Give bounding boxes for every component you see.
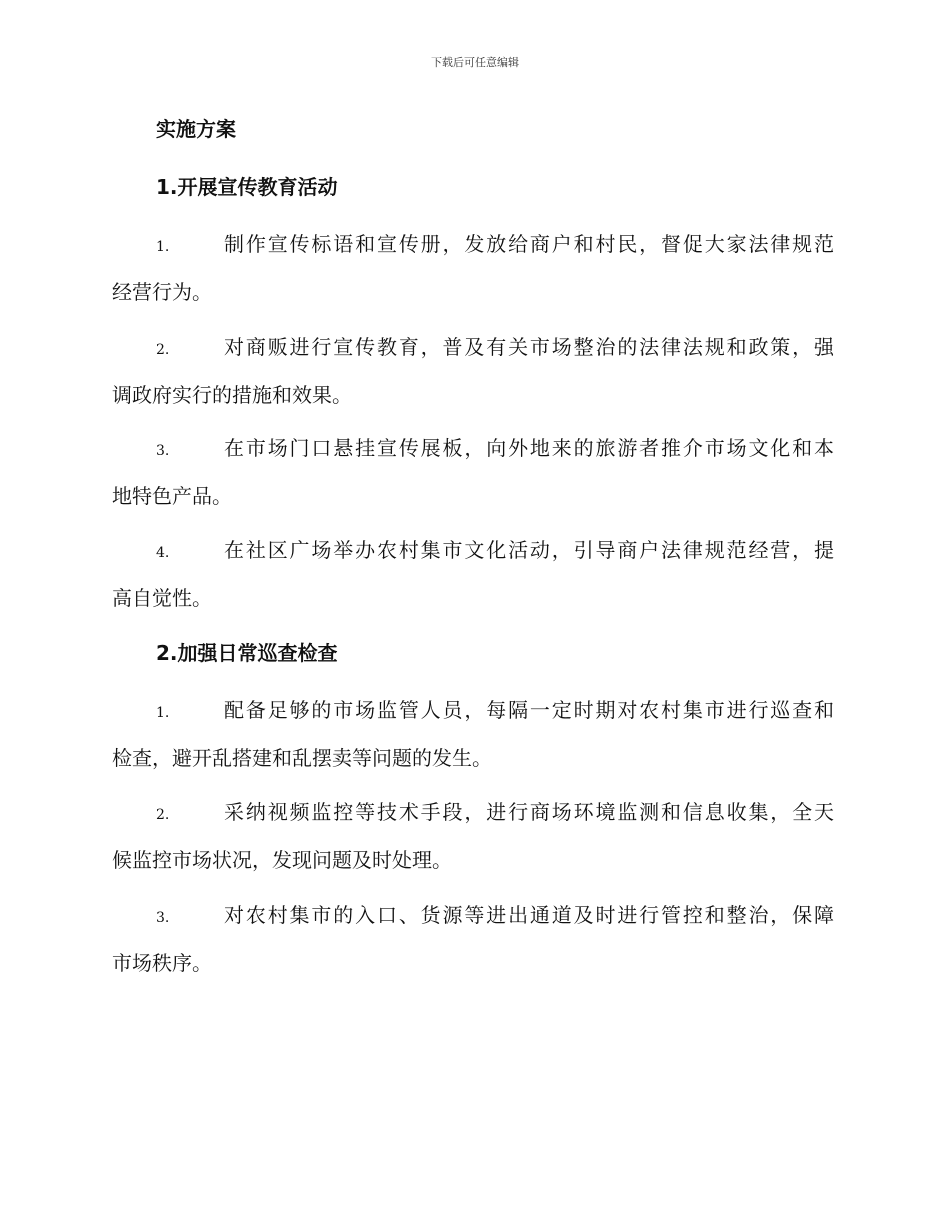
list-item xyxy=(112,325,834,418)
list-item xyxy=(112,426,834,519)
list-item-text-continued: 检查，避开乱搭建和乱摆卖等问题的发生。 xyxy=(112,746,492,770)
page-header-note: 下载后可任意编辑 xyxy=(431,56,519,69)
list-item-text-continued: 地特色产品。 xyxy=(112,484,232,508)
list-item-number: 1. xyxy=(156,705,170,721)
list-item-text-continued: 经营行为。 xyxy=(112,280,212,304)
list-item-text-continued: 市场秩序。 xyxy=(112,951,212,975)
list-item-text: 对商贩进行宣传教育，普及有关市场整治的法律法规和政策，强 xyxy=(224,335,834,359)
document-title: 实施方案 xyxy=(156,117,236,141)
list-item-number: 1. xyxy=(156,239,170,255)
section-heading-1: 1.开展宣传教育活动 xyxy=(156,175,338,199)
list-item-text: 在市场门口悬挂宣传展板，向外地来的旅游者推介市场文化和本 xyxy=(224,436,834,460)
list-item xyxy=(112,893,834,986)
section-heading-2: 2.加强日常巡查检查 xyxy=(156,641,338,665)
list-item-text: 配备足够的市场监管人员，每隔一定时期对农村集市进行巡查和 xyxy=(224,698,834,722)
list-item xyxy=(112,222,834,315)
list-item xyxy=(112,790,834,883)
list-item-text: 采纳视频监控等技术手段，进行商场环境监测和信息收集，全天 xyxy=(224,800,834,824)
list-item xyxy=(112,528,834,621)
list-item-text-continued: 候监控市场状况，发现问题及时处理。 xyxy=(112,848,452,872)
list-item xyxy=(112,688,834,781)
list-item-number: 2. xyxy=(156,807,170,823)
list-item-number: 4. xyxy=(156,545,170,561)
list-item-number: 2. xyxy=(156,342,170,358)
list-item-text-continued: 调政府实行的措施和效果。 xyxy=(112,383,352,407)
list-item-number: 3. xyxy=(156,910,170,926)
list-item-text: 对农村集市的入口、货源等进出通道及时进行管控和整治，保障 xyxy=(224,903,834,927)
list-item-number: 3. xyxy=(156,443,170,459)
list-item-text: 在社区广场举办农村集市文化活动，引导商户法律规范经营，提 xyxy=(224,538,834,562)
list-item-text: 制作宣传标语和宣传册，发放给商户和村民，督促大家法律规范 xyxy=(224,232,834,256)
list-item-text-continued: 高自觉性。 xyxy=(112,586,212,610)
